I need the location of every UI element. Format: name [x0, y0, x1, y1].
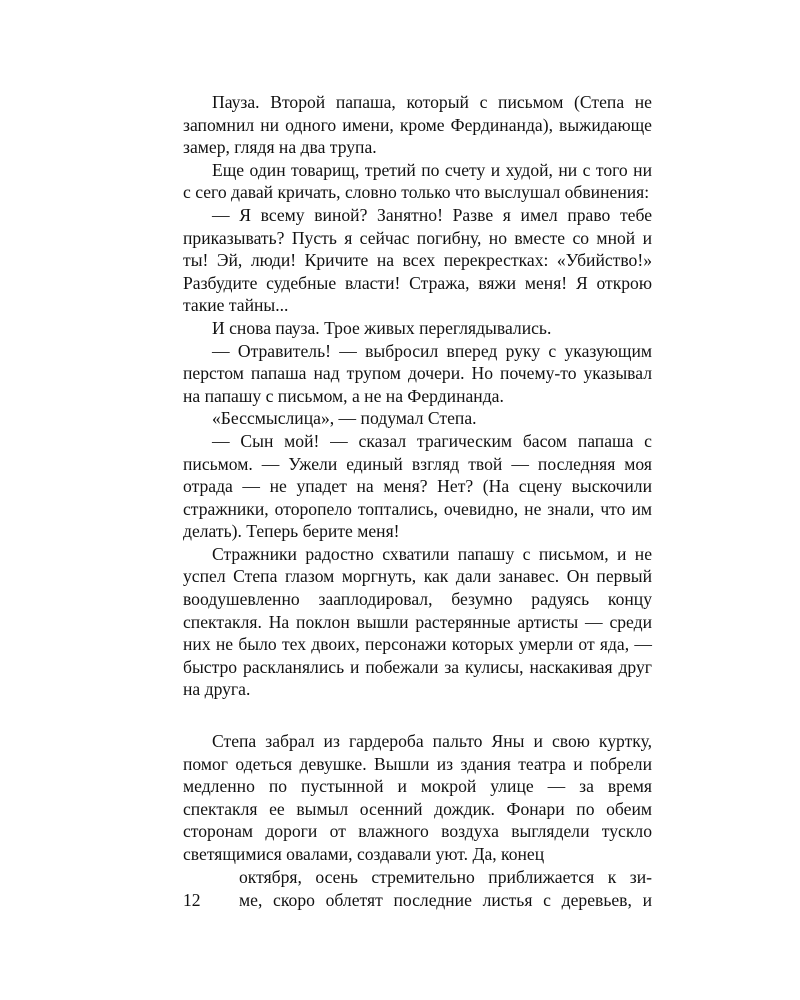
paragraph: И снова пауза. Трое живых переглядывались.: [212, 317, 552, 338]
paragraph: — Сын мой! — сказал трагическим басом папаша с письмом. — Ужели единый взгляд твой — последняя моя отрада — не упадет на меня? Нет? (На сцену выскочили стражники, оторопело топтались, очевидно, не знали, что им делать). Теперь берите меня!: [183, 430, 652, 542]
paragraph: Стражники радостно схватили папашу с письмом, и не успел Степа глазом моргнуть, как дали занавес. Он первый воодушевленно зааплодировал, безумно радуясь концу спектакля. На поклон вышли растерянные артисты — среди них не было тех двоих, персонажи которых умерли от яда, — быстро раскланялись и побежали за кулисы, наскакивая друг на друга.: [183, 543, 652, 700]
paragraph: «Бессмыслица», — подумал Степа.: [212, 408, 477, 429]
paragraph: Пауза. Второй папаша, который с письмом (Степа не запомнил ни одного имени, кроме Фердинанда), выжидающе замер, глядя на два трупа.: [183, 92, 652, 158]
text-line: октября, осень стремительно приближается к зи-: [239, 867, 652, 887]
page-footer: [183, 866, 652, 911]
paragraph: Степа забрал из гардероба пальто Яны и свою куртку, помог одеться девушке. Вышли из здания театра и побрели медленно по пустынной и мокрой улице — за время спектакля ее вымыл осенний дождик. Фонари по обеим сторонам дороги от влажного воздуха выглядели тускло светящимися овалами, создавали уют. Да, конец: [183, 731, 652, 864]
paragraph: — Я всему виной? Занятно! Разве я имел право тебе приказывать? Пусть я сейчас погибну, но вместе со мной и ты! Эй, люди! Кричите на всех перекрестках: «Убийство!» Разбудите судебные власти! Стража, вяжи меня! Я открою такие тайны...: [183, 204, 652, 316]
footer-line: [183, 866, 652, 889]
text-line: ме, скоро облетят последние листья с деревьев, и: [239, 889, 652, 910]
paragraph: Еще один товарищ, третий по счету и худой, ни с того ни с сего давай кричать, словно только что выслушал обвинения:: [183, 159, 652, 203]
text-block-section-2: [183, 730, 652, 866]
page-number: 12: [183, 889, 201, 910]
footer-line-with-page-number: [183, 889, 652, 912]
text-block-main: [183, 91, 652, 701]
paragraph: — Отравитель! — выбросил вперед руку с указующим перстом папаша над трупом дочери. Но почему-то указывал на папашу с письмом, а не на Фердинанда.: [183, 340, 652, 406]
